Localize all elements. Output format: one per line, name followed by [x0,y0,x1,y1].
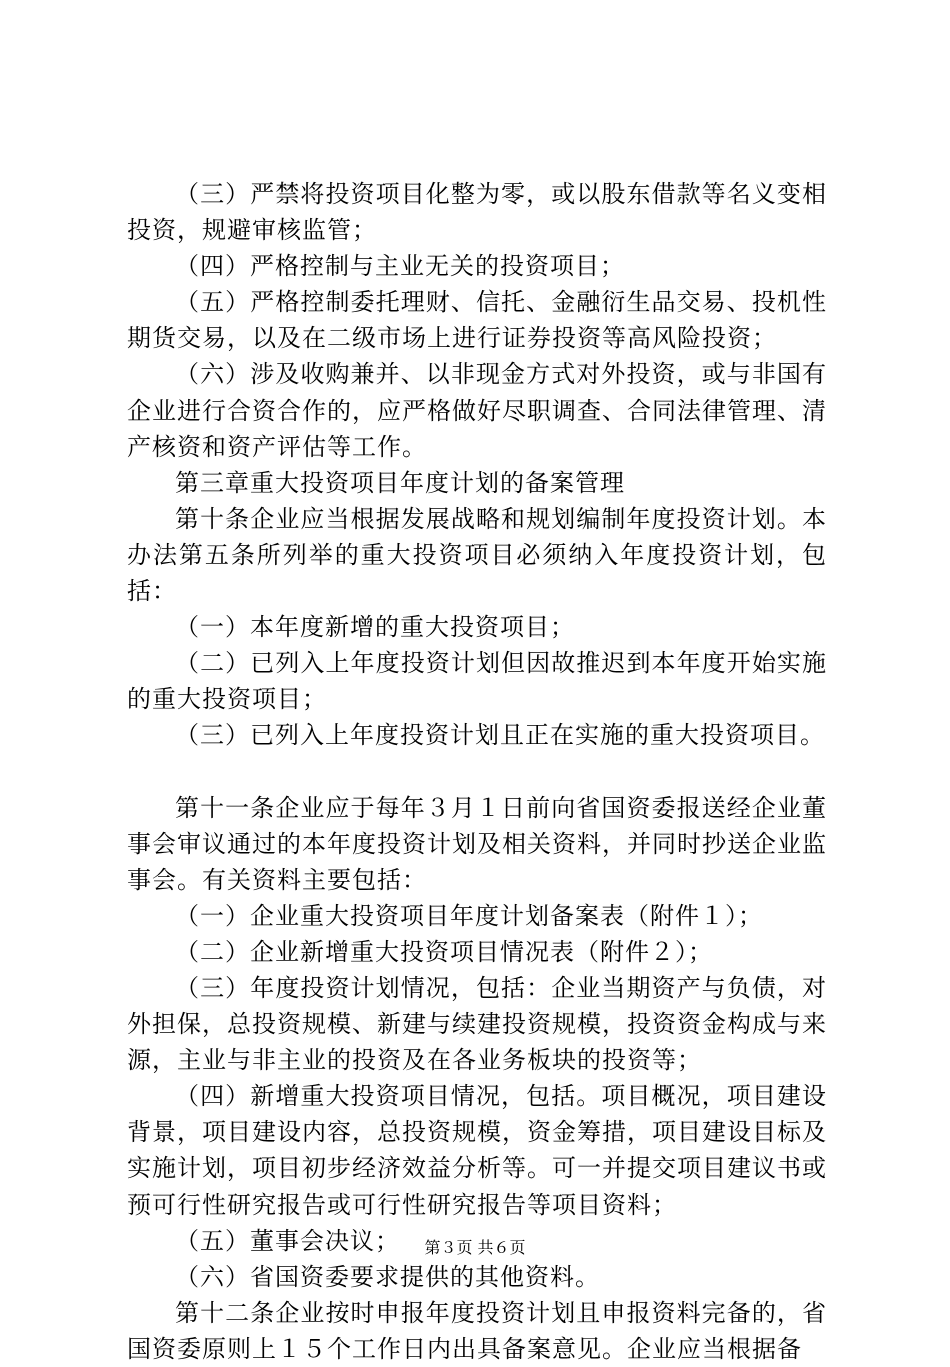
paragraph: （三）严禁将投资项目化整为零，或以股东借款等名义变相投资，规避审核监管； [127,180,827,245]
paragraph: （五）严格控制委托理财、信托、金融衍生品交易、投机性期货交易，以及在二级市场上进行证券投资等高风险投资； [127,288,827,353]
paragraph: 第十二条企业按时申报年度投资计划且申报资料完备的，省国资委原则上１５个工作日内出具备案意见。企业应当根据备 [127,1298,827,1363]
paragraph: 第十条企业应当根据发展战略和规划编制年度投资计划。本办法第五条所列举的重大投资项目必须纳入年度投资计划，包括： [127,504,827,606]
paragraph: （二）企业新增重大投资项目情况表（附件２）； [175,937,713,966]
paragraph: （三）年度投资计划情况，包括：企业当期资产与负债，对外担保，总投资规模、新建与续建投资规模，投资资金构成与来源，主业与非主业的投资及在各业务板块的投资等； [127,973,827,1075]
paragraph: （一）本年度新增的重大投资项目； [175,613,575,642]
paragraph-gap [127,754,827,790]
document-body [127,176,827,1367]
paragraph: （五）董事会决议； [175,1226,400,1255]
paragraph: （四）新增重大投资项目情况，包括。项目概况，项目建设背景，项目建设内容，总投资规模，资金筹措，项目建设目标及实施计划，项目初步经济效益分析等。可一并提交项目建议书或预可行性研究报告或可行性研究报告等项目资料； [127,1082,827,1219]
chapter-heading: 第三章重大投资项目年度计划的备案管理 [175,468,625,497]
paragraph: （三）已列入上年度投资计划且正在实施的重大投资项目。 [175,721,825,750]
paragraph: （二）已列入上年度投资计划但因故推迟到本年度开始实施的重大投资项目； [127,649,827,714]
paragraph: 第十一条企业应于每年３月１日前向省国资委报送经企业董事会审议通过的本年度投资计划及相关资料，并同时抄送企业监事会。有关资料主要包括： [127,793,827,894]
paragraph: （六）省国资委要求提供的其他资料。 [175,1262,600,1291]
paragraph: （一）企业重大投资项目年度计划备案表（附件１）； [175,901,763,930]
paragraph: （六）涉及收购兼并、以非现金方式对外投资，或与非国有企业进行合资合作的，应严格做好尽职调查、合同法律管理、清产核资和资产评估等工作。 [127,360,827,461]
paragraph: （四）严格控制与主业无关的投资项目； [175,252,625,281]
page-number-footer: 第３页 共６页 [424,1238,526,1257]
